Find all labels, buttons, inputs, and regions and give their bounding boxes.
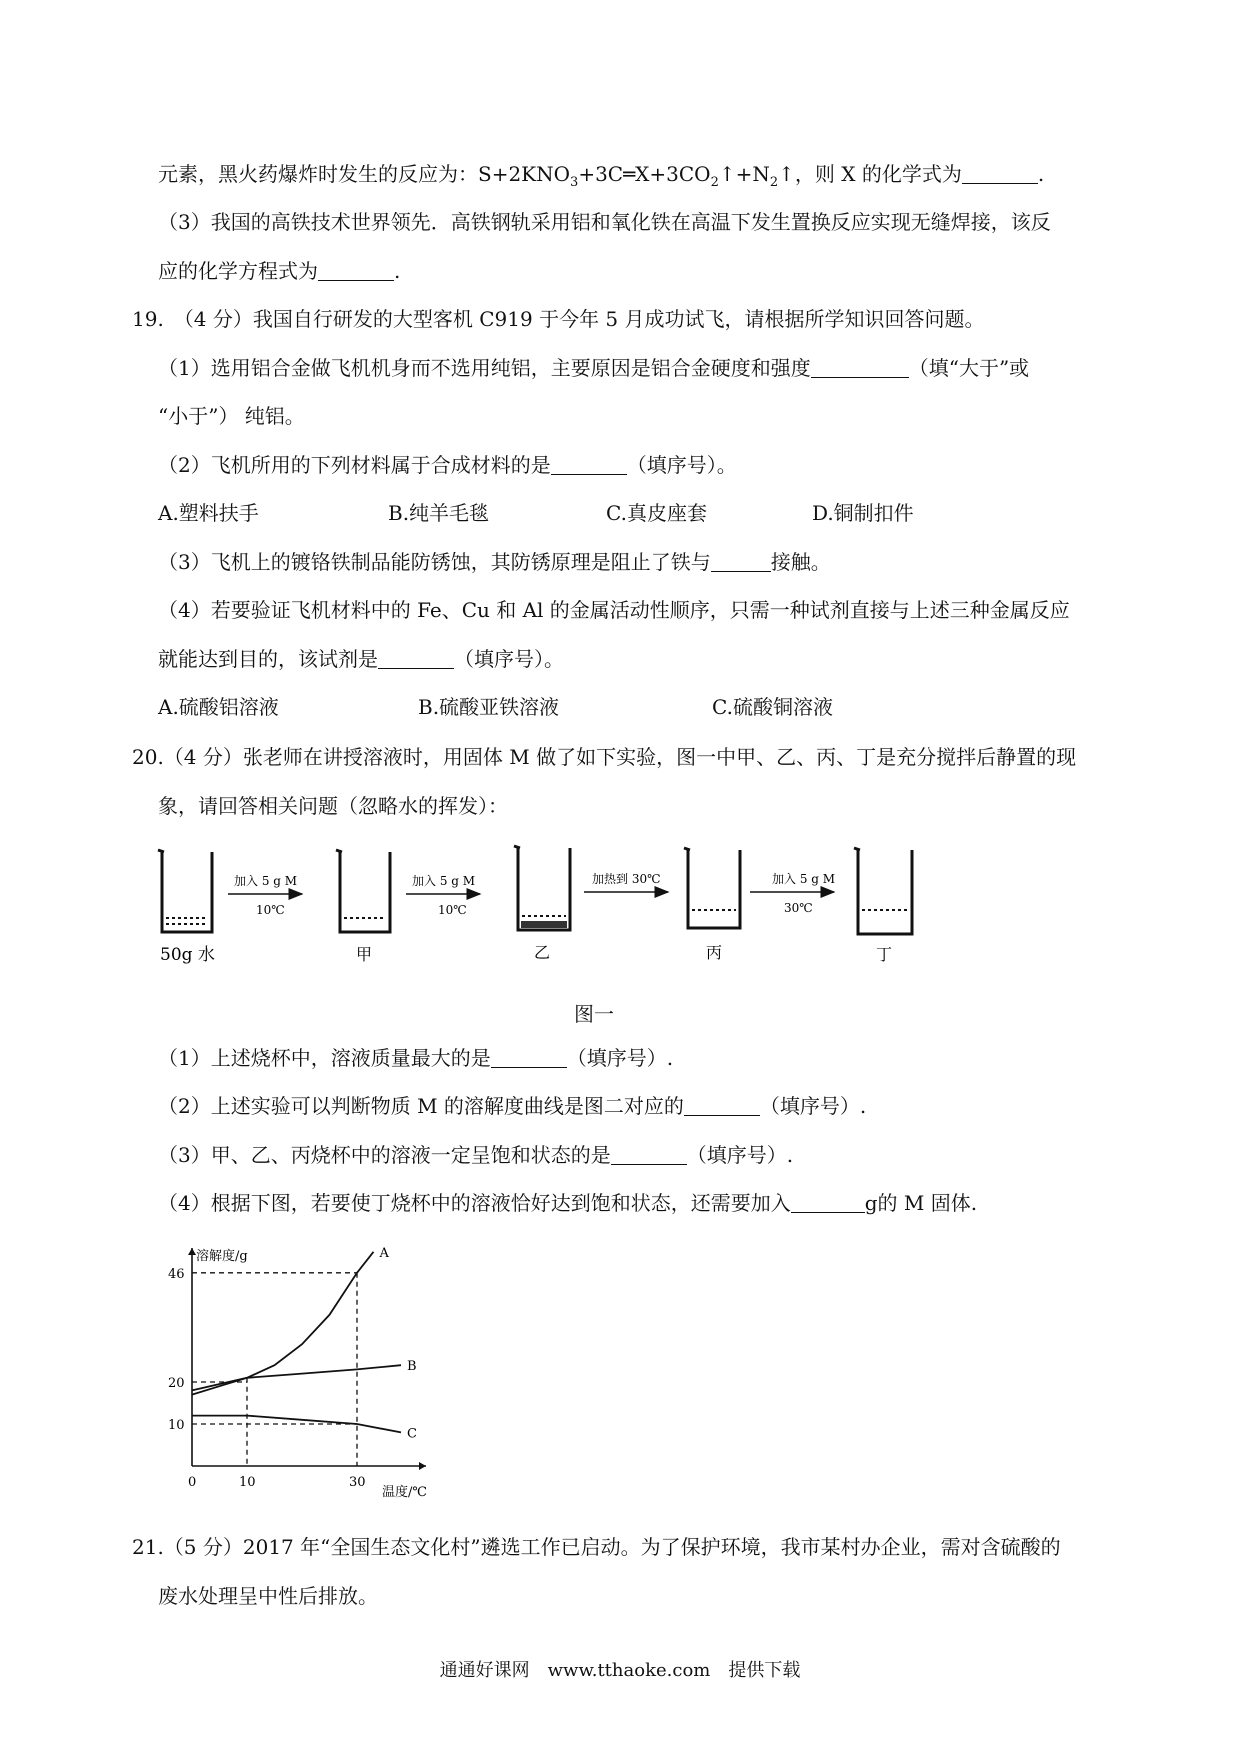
subscript: 3 bbox=[570, 175, 579, 190]
q20-text: 的 M 固体. bbox=[877, 1191, 978, 1215]
y-axis-arrow bbox=[188, 1248, 196, 1255]
q19-option: D.铜制扣件 bbox=[812, 501, 914, 525]
solubility-chart bbox=[150, 1240, 450, 1510]
q19-stem: 19. （4 分）我国自行研发的大型客机 C919 于今年 5 月成功试飞，请根据所学知识回答问题。 bbox=[132, 307, 985, 331]
x-tick-label: 30 bbox=[349, 1475, 366, 1490]
beaker-ding bbox=[854, 848, 912, 934]
q20-text: （4）根据下图，若要使丁烧杯中的溶液恰好达到饱和状态，还需要加入 bbox=[158, 1191, 791, 1215]
arrow-4-bottom: 30℃ bbox=[784, 901, 813, 915]
figure1-beakers bbox=[150, 840, 940, 980]
q18-p3-line1: （3）我国的高铁技术世界领先．高铁钢轨采用铝和氧化铁在高温下发生置换反应实现无缝焊接，该反 bbox=[158, 210, 1051, 234]
q18-text: +3C═X+3CO bbox=[578, 162, 711, 186]
q21-line1: 21.（5 分）2017 年“全国生态文化村”遴选工作已启动。为了保护环境，我市某村办企业，需对含硫酸的 bbox=[132, 1535, 1061, 1559]
arrow-1-top: 加入 5 g M bbox=[234, 874, 298, 888]
beaker-water bbox=[158, 850, 212, 932]
answer-blank[interactable] bbox=[811, 357, 909, 378]
q19-p2 bbox=[158, 451, 737, 479]
q19-option: A.硫酸铝溶液 bbox=[158, 695, 279, 719]
q19-p4-line1: （4）若要验证飞机材料中的 Fe、Cu 和 Al 的金属活动性顺序，只需一种试剂直接与上述三种金属反应 bbox=[158, 598, 1070, 622]
beaker-label: 甲 bbox=[356, 945, 373, 964]
beaker-label: 丙 bbox=[706, 943, 723, 962]
answer-blank[interactable] bbox=[684, 1095, 760, 1116]
x-tick-label: 0 bbox=[188, 1475, 197, 1490]
beaker-label: 丁 bbox=[876, 945, 893, 964]
q19-text: （填序号）。 bbox=[626, 453, 737, 477]
q18-text: ↑+N bbox=[718, 162, 770, 186]
q19-text: （填“大于”或 bbox=[908, 356, 1030, 380]
arrow-4-top: 加入 5 g M bbox=[772, 872, 836, 886]
arrow-2-top: 加入 5 g M bbox=[412, 874, 476, 888]
q19-option: B.纯羊毛毯 bbox=[388, 501, 490, 525]
answer-blank[interactable] bbox=[491, 1047, 567, 1068]
q20-p2 bbox=[158, 1092, 866, 1120]
q18-text: 应的化学方程式为 bbox=[158, 259, 318, 283]
q19-p1-line1 bbox=[158, 354, 1029, 382]
q18-text: . bbox=[1037, 162, 1045, 186]
q20-text: （填序号）. bbox=[759, 1094, 867, 1118]
undissolved-solid bbox=[521, 921, 567, 928]
q20-text: （1）上述烧杯中，溶液质量最大的是 bbox=[158, 1046, 491, 1070]
q19-p1-line2: “小于”） 纯铝。 bbox=[158, 404, 305, 428]
subscript: 2 bbox=[769, 175, 779, 190]
arrow-1-bottom: 10℃ bbox=[256, 903, 285, 917]
y-tick-label: 10 bbox=[168, 1418, 185, 1433]
page-footer: 通通好课网 www.tthaoke.com 提供下载 bbox=[439, 1660, 801, 1681]
q18-text: . bbox=[394, 259, 401, 283]
q19-text: 接触。 bbox=[770, 550, 831, 574]
beaker-bing bbox=[684, 848, 740, 928]
x-axis-arrow bbox=[419, 1462, 426, 1470]
q18-text: ↑，则 X 的化学式为 bbox=[778, 162, 962, 186]
x-axis-label: 温度/℃ bbox=[382, 1485, 427, 1500]
q20-text: （填序号）. bbox=[686, 1143, 794, 1167]
figure1-caption: 图一 bbox=[574, 1002, 614, 1026]
q20-stem-line1: 20.（4 分）张老师在讲授溶液时，用固体 M 做了如下实验，图一中甲、乙、丙、丁是充分搅拌后静置的现 bbox=[132, 745, 1077, 769]
curve-label-a: A bbox=[379, 1245, 389, 1261]
unit-g: g bbox=[864, 1191, 878, 1215]
q19-text: 就能达到目的，该试剂是 bbox=[158, 647, 378, 671]
q20-p4 bbox=[158, 1189, 977, 1217]
x-tick-label: 10 bbox=[239, 1475, 256, 1490]
q20-text: （2）上述实验可以判断物质 M 的溶解度曲线是图二对应的 bbox=[158, 1094, 684, 1118]
y-axis-label: 溶解度/g bbox=[196, 1249, 248, 1264]
q19-option: C.硫酸铜溶液 bbox=[712, 695, 833, 719]
y-tick-label: 46 bbox=[168, 1266, 185, 1282]
answer-blank[interactable] bbox=[791, 1192, 865, 1213]
q19-option: B.硫酸亚铁溶液 bbox=[418, 695, 560, 719]
q21-line2: 废水处理呈中性后排放。 bbox=[158, 1584, 378, 1608]
answer-blank[interactable] bbox=[318, 260, 394, 281]
beaker-yi bbox=[514, 846, 570, 930]
q20-text: （3）甲、乙、丙烧杯中的溶液一定呈饱和状态的是 bbox=[158, 1143, 611, 1167]
q18-p3-line2 bbox=[158, 257, 400, 285]
q19-text: （3）飞机上的镀铬铁制品能防锈蚀，其防锈原理是阻止了铁与 bbox=[158, 550, 711, 574]
subscript: 2 bbox=[710, 175, 719, 190]
water-label: 50g 水 bbox=[160, 945, 215, 965]
q18-text: 元素，黑火药爆炸时发生的反应为：S+2KNO bbox=[158, 162, 571, 186]
answer-blank[interactable] bbox=[962, 163, 1038, 184]
q20-text: （填序号）. bbox=[566, 1046, 674, 1070]
q19-option: A.塑料扶手 bbox=[158, 501, 259, 525]
y-tick-label: 20 bbox=[168, 1376, 185, 1391]
q19-text: （填序号）。 bbox=[454, 647, 564, 671]
q19-p3 bbox=[158, 548, 831, 576]
arrow-2-bottom: 10℃ bbox=[438, 903, 467, 917]
answer-blank[interactable] bbox=[711, 551, 771, 572]
q18-line1 bbox=[158, 160, 1044, 197]
arrow-3-top: 加热到 30℃ bbox=[592, 872, 661, 886]
curve-b bbox=[192, 1365, 401, 1390]
q19-text: （1）选用铝合金做飞机机身而不选用纯铝，主要原因是铝合金硬度和强度 bbox=[158, 356, 811, 380]
answer-blank[interactable] bbox=[378, 648, 454, 669]
answer-blank[interactable] bbox=[611, 1144, 687, 1165]
q19-text: （2）飞机所用的下列材料属于合成材料的是 bbox=[158, 453, 551, 477]
q20-stem-line2: 象，请回答相关问题（忽略水的挥发）： bbox=[158, 794, 508, 818]
q20-p3 bbox=[158, 1141, 793, 1169]
beaker-jia bbox=[336, 850, 390, 932]
beaker-label: 乙 bbox=[534, 943, 551, 962]
q19-p4-line2 bbox=[158, 645, 564, 673]
curve-label-c: C bbox=[407, 1426, 417, 1442]
answer-blank[interactable] bbox=[551, 454, 627, 475]
curve-label-b: B bbox=[407, 1359, 417, 1375]
q20-p1 bbox=[158, 1044, 673, 1072]
q19-option: C.真皮座套 bbox=[606, 501, 707, 525]
